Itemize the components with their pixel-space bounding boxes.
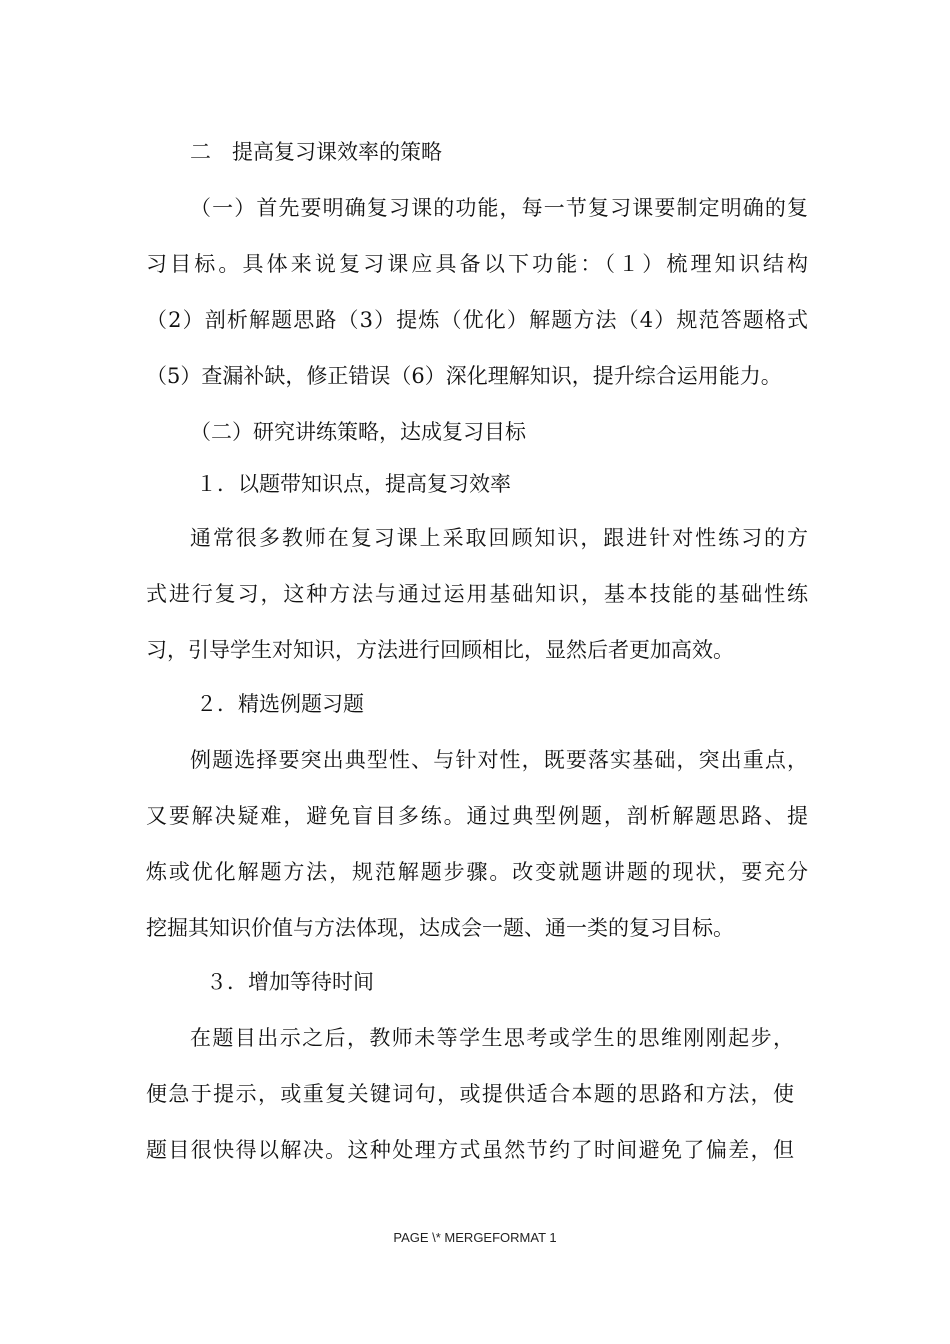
- paragraph-line: 又要解决疑难，避免盲目多练。通过典型例题，剖析解题思路、提: [146, 804, 808, 828]
- item-heading: ２．精选例题习题: [196, 692, 364, 716]
- paragraph-line: 便急于提示，或重复关键词句，或提供适合本题的思路和方法，使: [146, 1082, 794, 1106]
- section-heading: 二 提高复习课效率的策略: [190, 140, 442, 164]
- paragraph-line: 习，引导学生对知识，方法进行回顾相比，显然后者更加高效。: [146, 638, 734, 662]
- paragraph-line: 通常很多教师在复习课上采取回顾知识，跟进针对性练习的方: [190, 526, 808, 550]
- paragraph-line: （2）剖析解题思路（3）提炼（优化）解题方法（4）规范答题格式: [146, 308, 808, 332]
- paragraph-line: （5）查漏补缺，修正错误（6）深化理解知识，提升综合运用能力。: [146, 364, 782, 388]
- subsection-heading: （二）研究讲练策略，达成复习目标: [190, 420, 526, 444]
- paragraph-line: 式进行复习，这种方法与通过运用基础知识，基本技能的基础性练: [146, 582, 808, 606]
- paragraph-line: （一）首先要明确复习课的功能，每一节复习课要制定明确的复: [190, 196, 808, 220]
- item-heading: １．以题带知识点，提高复习效率: [196, 472, 511, 496]
- paragraph-line: 例题选择要突出典型性、与针对性，既要落实基础，突出重点，: [190, 748, 808, 772]
- page-footer-field: PAGE \* MERGEFORMAT 1: [393, 1230, 557, 1245]
- paragraph-line: 在题目出示之后，教师未等学生思考或学生的思维刚刚起步，: [190, 1026, 794, 1050]
- paragraph-line: 题目很快得以解决。这种处理方式虽然节约了时间避免了偏差，但: [146, 1138, 794, 1162]
- paragraph-line: 炼或优化解题方法，规范解题步骤。改变就题讲题的现状，要充分: [146, 860, 808, 884]
- item-heading: ３．增加等待时间: [206, 970, 374, 994]
- paragraph-line: 挖掘其知识价值与方法体现，达成会一题、通一类的复习目标。: [146, 916, 734, 940]
- paragraph-line: 习目标。具体来说复习课应具备以下功能：（１）梳理知识结构: [146, 252, 808, 276]
